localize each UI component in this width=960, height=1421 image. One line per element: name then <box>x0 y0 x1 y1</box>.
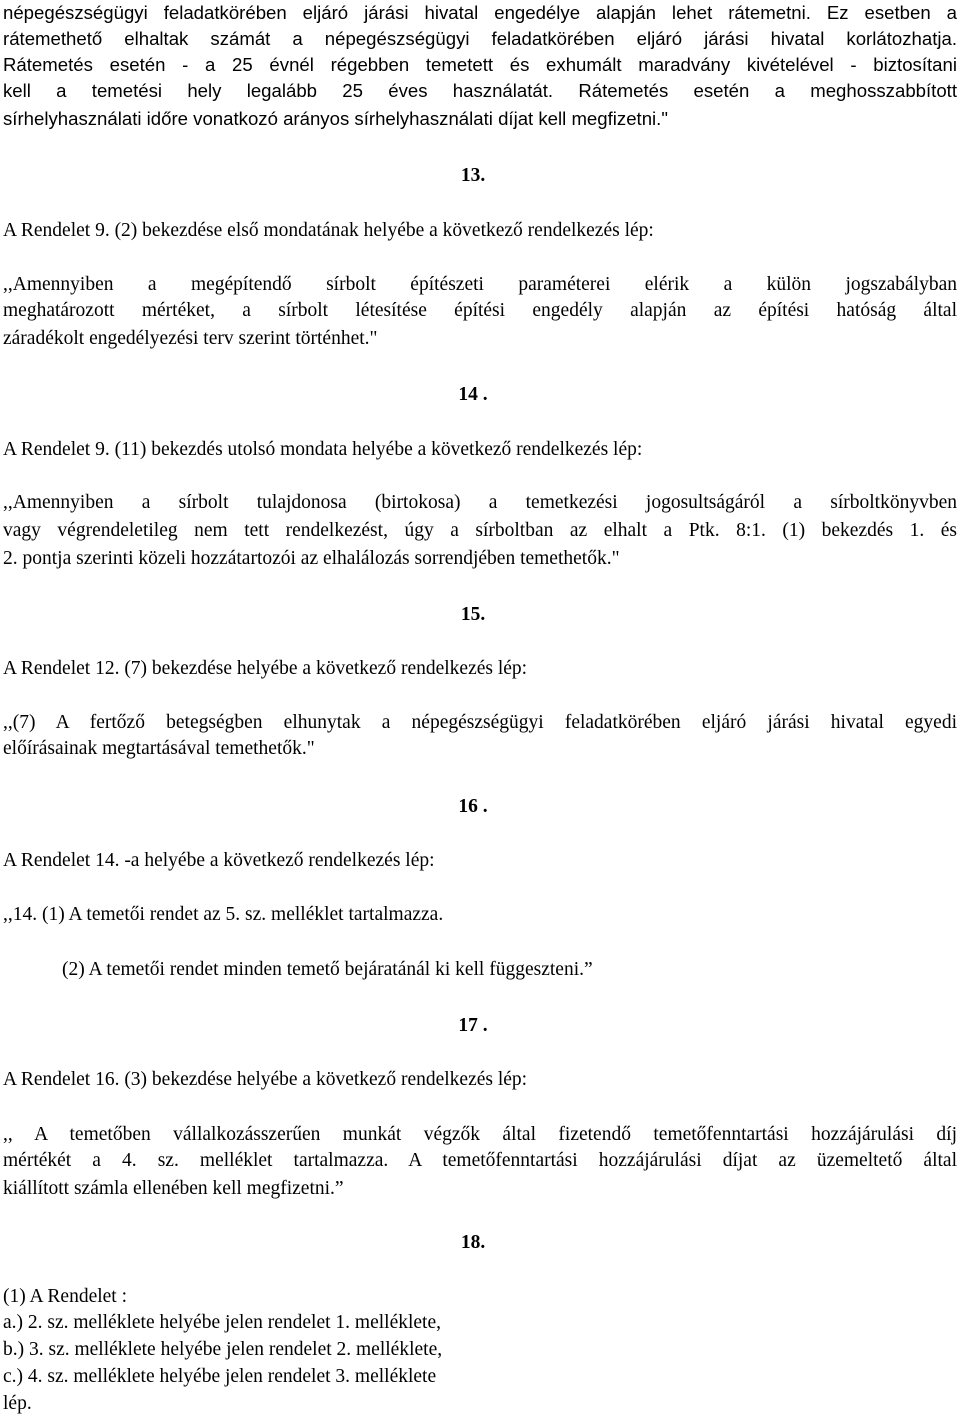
list-item: c.) 4. sz. melléklete helyébe jelen rendelet 3. melléklete <box>3 1366 437 1387</box>
section-heading-16: 16 . <box>458 796 488 817</box>
list-item: a.) 2. sz. melléklete helyébe jelen rendelet 1. melléklete, <box>3 1312 442 1333</box>
paragraph-line: ,, A temetőben vállalkozásszerűen munkát végzők által fizetendő temetőfenntartási hozzájárulási díj <box>3 1124 957 1145</box>
section-heading-13: 13. <box>460 165 486 186</box>
paragraph-line: vagy végrendeletileg nem tett rendelkezést, úgy a sírboltban az elhalt a Ptk. 8:1. (1) bekezdés 1. és <box>3 520 957 541</box>
paragraph-line: népegészségügyi feladatkörében eljáró járási hivatal engedélye alapján lehet rátemetni. Ez esetben a <box>3 2 957 23</box>
section-intro: A Rendelet 9. (11) bekezdés utolsó mondata helyébe a következő rendelkezés lép: <box>3 439 643 460</box>
section-heading-15: 15. <box>460 604 486 625</box>
paragraph-line: sírhelyhasználati időre vonatkozó arányos sírhelyhasználati díjat kell megfizetni." <box>3 108 668 129</box>
paragraph-line: rátemethető elhaltak számát a népegészségügyi feladatkörében eljáró járási hivatal korlátozhatja. <box>3 28 957 49</box>
section-intro: A Rendelet 9. (2) bekezdése első mondatának helyébe a következő rendelkezés lép: <box>3 220 654 241</box>
paragraph-line: meghatározott mértéket, a sírbolt létesítése építési engedély alapján az építési hatóság által <box>3 300 957 321</box>
paragraph-line: előírásainak megtartásával temethetők." <box>3 738 315 759</box>
paragraph-line: Rátemetés esetén - a 25 évnél régebben temetett és exhumált maradvány kivételével - biztosítani <box>3 54 957 75</box>
paragraph-line: ,,Amennyiben a megépítendő sírbolt építészeti paraméterei elérik a külön jogszabályban <box>3 274 957 295</box>
section-heading-14: 14 . <box>458 384 488 405</box>
paragraph-line: 2. pontja szerinti közeli hozzátartozói az elhalálozás sorrendjében temethetők." <box>3 548 620 569</box>
list-item: b.) 3. sz. melléklete helyébe jelen rendelet 2. melléklete, <box>3 1339 443 1360</box>
list-item: (1) A Rendelet : <box>3 1286 128 1307</box>
paragraph-line: ,,Amennyiben a sírbolt tulajdonosa (birtokosa) a temetkezési jogosultságáról a sírboltkönyvben <box>3 492 957 513</box>
paragraph-line: kell a temetési hely legalább 25 éves használatát. Rátemetés esetén a meghosszabbított <box>3 80 957 101</box>
paragraph-line: kiállított számla ellenében kell megfizetni.” <box>3 1178 344 1199</box>
paragraph-line: ,,14. (1) A temetői rendet az 5. sz. melléklet tartalmazza. <box>3 904 444 925</box>
paragraph-line: mértékét a 4. sz. melléklet tartalmazza. A temetőfenntartási hozzájárulási díjat az üzemeltető által <box>3 1150 957 1171</box>
paragraph-line: ,,(7) A fertőző betegségben elhunytak a népegészségügyi feladatkörében eljáró járási hivatal egyedi <box>3 712 957 733</box>
section-intro: A Rendelet 14. -a helyébe a következő rendelkezés lép: <box>3 850 435 871</box>
paragraph-line: záradékolt engedélyezési terv szerint történhet." <box>3 328 378 349</box>
section-heading-18: 18. <box>460 1232 486 1253</box>
section-intro: A Rendelet 12. (7) bekezdése helyébe a következő rendelkezés lép: <box>3 658 528 679</box>
section-heading-17: 17 . <box>458 1015 488 1036</box>
paragraph-line: (2) A temetői rendet minden temető bejáratánál ki kell függeszteni.” <box>62 959 593 980</box>
list-item: lép. <box>3 1393 32 1414</box>
section-intro: A Rendelet 16. (3) bekezdése helyébe a következő rendelkezés lép: <box>3 1069 528 1090</box>
